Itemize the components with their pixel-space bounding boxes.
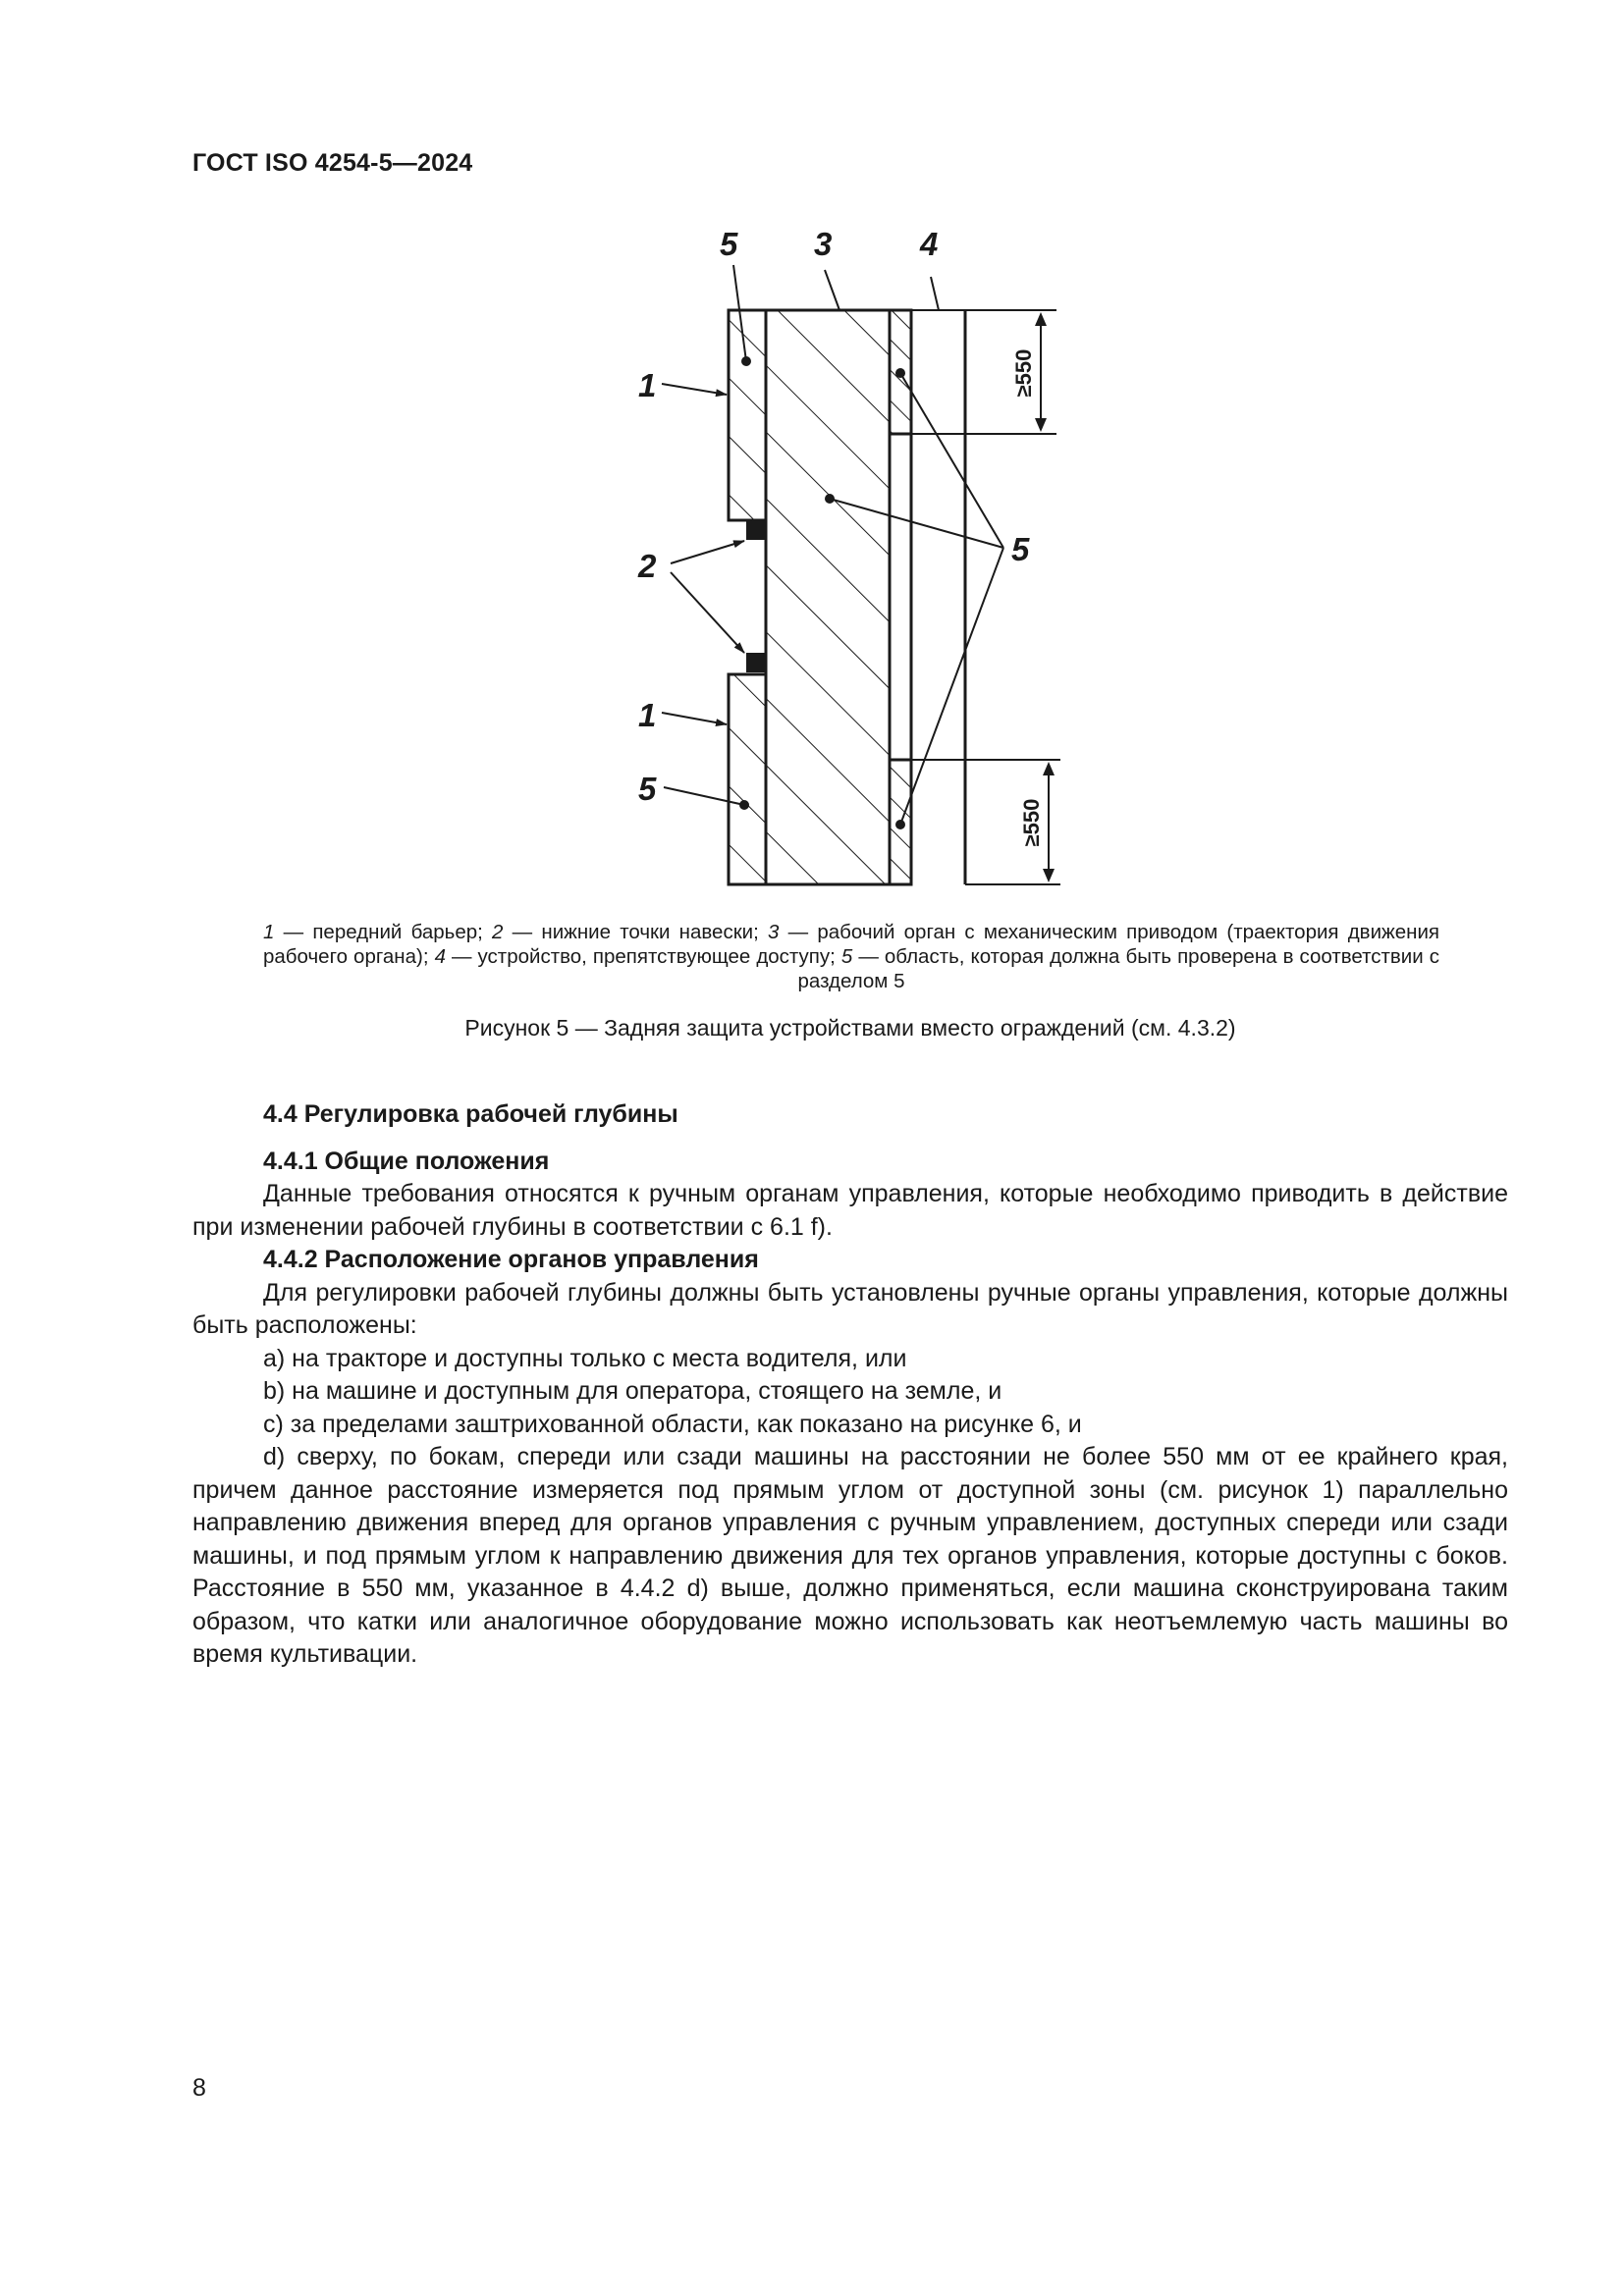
- hitch-point-lower: [746, 653, 766, 672]
- section-heading: 4.4 Регулировка рабочей глубины: [263, 1100, 678, 1128]
- callout-5-top: 5: [720, 226, 738, 262]
- dimension-lower-label: ≥550: [1019, 798, 1044, 847]
- figure-5-diagram: [0, 0, 1624, 923]
- callout-3: 3: [814, 226, 833, 262]
- subsection-intro-4-4-2: Для регулировки рабочей глубины должны быть установлены ручные органы управления, которые должны быть расположены:: [192, 1278, 1508, 1339]
- power-operated-tool: [766, 310, 890, 884]
- legend-text-3: — рабочий орган с механическим приводом (траектория движения рабочего органа);: [263, 921, 1440, 968]
- subsection-text-4-4-1: Данные требования относятся к ручным органам управления, которые необходимо приводить в действие при изменении рабочей глубины в соответствии с 6.1 f).: [192, 1180, 1508, 1241]
- dimension-lower: [1019, 762, 1055, 882]
- section-body: [192, 1098, 1508, 1672]
- front-barrier-upper: [729, 310, 766, 520]
- callout-2: 2: [638, 548, 657, 584]
- list-item-b: b) на машине и доступным для оператора, стоящего на земле, и: [263, 1377, 1002, 1405]
- front-barrier-lower: [729, 674, 766, 884]
- figure-title: Рисунок 5 — Задняя защита устройствами вместо ограждений (см. 4.3.2): [464, 1015, 1236, 1041]
- legend-text-5: — область, которая должна быть проверена в соответствии с разделом 5: [797, 945, 1439, 992]
- callout-5-right: 5: [1011, 531, 1030, 567]
- legend-num-1: 1: [263, 921, 275, 943]
- legend-num-2: 2: [492, 921, 504, 943]
- callout-4: 4: [920, 226, 939, 262]
- list-item-a: a) на тракторе и доступны только с места водителя, или: [263, 1344, 907, 1372]
- callout-1-upper: 1: [638, 367, 657, 403]
- dimension-upper-label: ≥550: [1011, 348, 1036, 398]
- legend-text-4: — устройство, препятствующее доступу;: [445, 945, 841, 968]
- document-header: ГОСТ ISO 4254-5—2024: [192, 149, 473, 177]
- list-item-c: c) за пределами заштрихованной области, как показано на рисунке 6, и: [263, 1410, 1082, 1438]
- figure-legend: [263, 920, 1439, 993]
- list-item-d: d) сверху, по бокам, спереди или сзади машины на расстоянии не более 550 мм от ее крайнего края, причем данное расстояние измеряется под прямым углом от доступной зоны (см. рисунок 1) параллельно направлению движения вперед для органов управления с ручным управлением, доступных спереди или сзади машины, и под прямым углом к направлению движения для тех органов управления, которые доступны с боков. Расстояние в 550 мм, указанное в 4.4.2 d) выше, должно применяться, если машина сконструирована таким образом, что катки или аналогичное оборудование можно использовать как неотъемлемую часть машины во время культивации.: [192, 1443, 1508, 1668]
- legend-num-4: 4: [434, 945, 446, 968]
- callout-5-left: 5: [638, 771, 657, 807]
- subsection-heading-4-4-1: 4.4.1 Общие положения: [263, 1147, 550, 1175]
- legend-text-1: — передний барьер;: [274, 921, 493, 943]
- page-number: 8: [192, 2074, 206, 2102]
- hitch-point-upper: [746, 521, 766, 540]
- callout-1-lower: 1: [638, 697, 657, 733]
- dimension-upper: [1011, 312, 1047, 432]
- subsection-heading-4-4-2: 4.4.2 Расположение органов управления: [263, 1246, 759, 1273]
- legend-num-5: 5: [840, 945, 853, 968]
- legend-num-3: 3: [768, 921, 780, 943]
- legend-text-2: — нижние точки навески;: [503, 921, 769, 943]
